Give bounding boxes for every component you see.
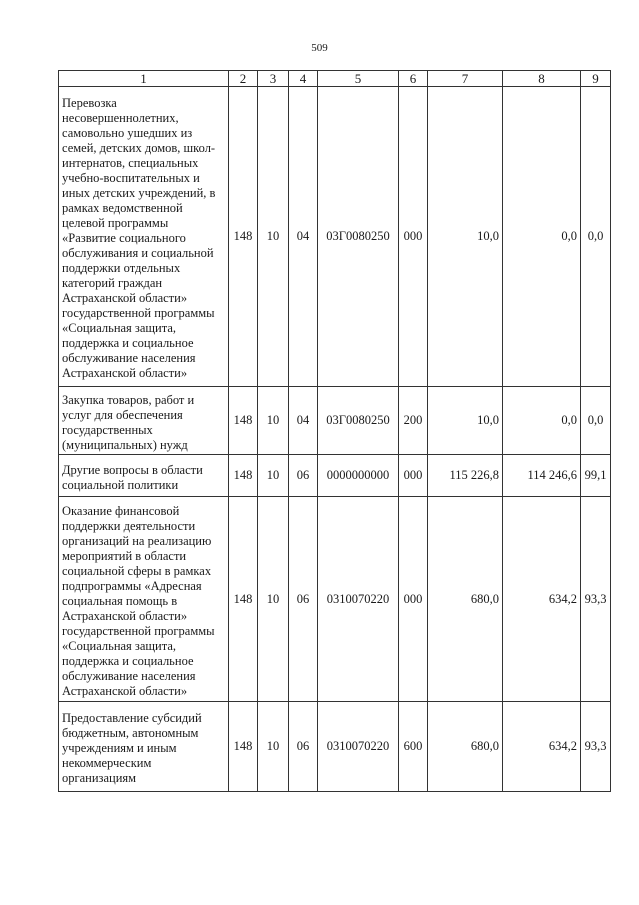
cell-section: 10 xyxy=(258,87,289,387)
cell-actual: 114 246,6 xyxy=(503,455,581,497)
column-header: 8 xyxy=(503,71,581,87)
page-number: 509 xyxy=(311,42,328,54)
cell-actual: 0,0 xyxy=(503,387,581,455)
cell-plan: 10,0 xyxy=(428,87,503,387)
cell-target: 0310070220 xyxy=(318,497,399,702)
row-name xyxy=(59,87,229,387)
cell-plan: 115 226,8 xyxy=(428,455,503,497)
row-name xyxy=(59,455,229,497)
cell-section: 10 xyxy=(258,702,289,792)
column-header: 6 xyxy=(399,71,428,87)
table-row xyxy=(59,702,611,792)
row-name-text: Закупка товаров, работ и услуг для обеспечения государственных (муниципальных) нужд xyxy=(62,392,195,452)
header-row xyxy=(59,71,611,87)
cell-target: 03Г0080250 xyxy=(318,87,399,387)
cell-expense-type: 200 xyxy=(399,387,428,455)
cell-gov: 148 xyxy=(229,387,258,455)
row-name-text: Другие вопросы в области социальной политики xyxy=(62,462,203,492)
column-header: 9 xyxy=(581,71,611,87)
cell-section: 10 xyxy=(258,387,289,455)
cell-subsection: 04 xyxy=(289,87,318,387)
column-header: 1 xyxy=(59,71,229,87)
row-name xyxy=(59,387,229,455)
cell-expense-type: 000 xyxy=(399,87,428,387)
table-row xyxy=(59,87,611,387)
cell-percent: 93,3 xyxy=(581,702,611,792)
cell-actual: 634,2 xyxy=(503,702,581,792)
cell-percent: 0,0 xyxy=(581,87,611,387)
column-header: 2 xyxy=(229,71,258,87)
table-row xyxy=(59,497,611,702)
row-name xyxy=(59,497,229,702)
cell-gov: 148 xyxy=(229,87,258,387)
cell-expense-type: 000 xyxy=(399,455,428,497)
column-header: 5 xyxy=(318,71,399,87)
cell-subsection: 06 xyxy=(289,497,318,702)
cell-subsection: 06 xyxy=(289,455,318,497)
row-name-text: Предоставление субсидий бюджетным, автономным учреждениям и иным некоммерческим организациям xyxy=(62,711,202,785)
row-name xyxy=(59,702,229,792)
cell-plan: 10,0 xyxy=(428,387,503,455)
column-header: 4 xyxy=(289,71,318,87)
cell-expense-type: 000 xyxy=(399,497,428,702)
column-header: 3 xyxy=(258,71,289,87)
cell-plan: 680,0 xyxy=(428,497,503,702)
cell-percent: 0,0 xyxy=(581,387,611,455)
cell-section: 10 xyxy=(258,455,289,497)
cell-subsection: 06 xyxy=(289,702,318,792)
cell-target: 0000000000 xyxy=(318,455,399,497)
budget-table xyxy=(58,70,611,792)
cell-expense-type: 600 xyxy=(399,702,428,792)
cell-percent: 93,3 xyxy=(581,497,611,702)
cell-actual: 0,0 xyxy=(503,87,581,387)
cell-section: 10 xyxy=(258,497,289,702)
cell-gov: 148 xyxy=(229,702,258,792)
cell-gov: 148 xyxy=(229,497,258,702)
cell-target: 03Г0080250 xyxy=(318,387,399,455)
cell-actual: 634,2 xyxy=(503,497,581,702)
row-name-text: Перевозка несовершеннолетних, самовольно ушедших из семей, детских домов, школ-интернатов, специальных учебно-воспитательных и иных детских учреждений, в рамках ведомственной целевой программы «Развитие социального обслуживания и социальной поддержки отдельных категорий граждан Астраханской области» государственной программы «Социальная защита, поддержка и социальное обслуживание населения Астраханской области» xyxy=(62,96,216,380)
row-name-text: Оказание финансовой поддержки деятельности организаций на реализацию мероприятий в области социальной сферы в рамках подпрограммы «Адресная социальная помощь в Астраханской области» государственной программы «Социальная защита, поддержка и социальное обслуживание населения Астраханской области» xyxy=(62,503,215,698)
cell-percent: 99,1 xyxy=(581,455,611,497)
column-header: 7 xyxy=(428,71,503,87)
table-row xyxy=(59,455,611,497)
cell-plan: 680,0 xyxy=(428,702,503,792)
cell-subsection: 04 xyxy=(289,387,318,455)
cell-target: 0310070220 xyxy=(318,702,399,792)
table-row xyxy=(59,387,611,455)
cell-gov: 148 xyxy=(229,455,258,497)
